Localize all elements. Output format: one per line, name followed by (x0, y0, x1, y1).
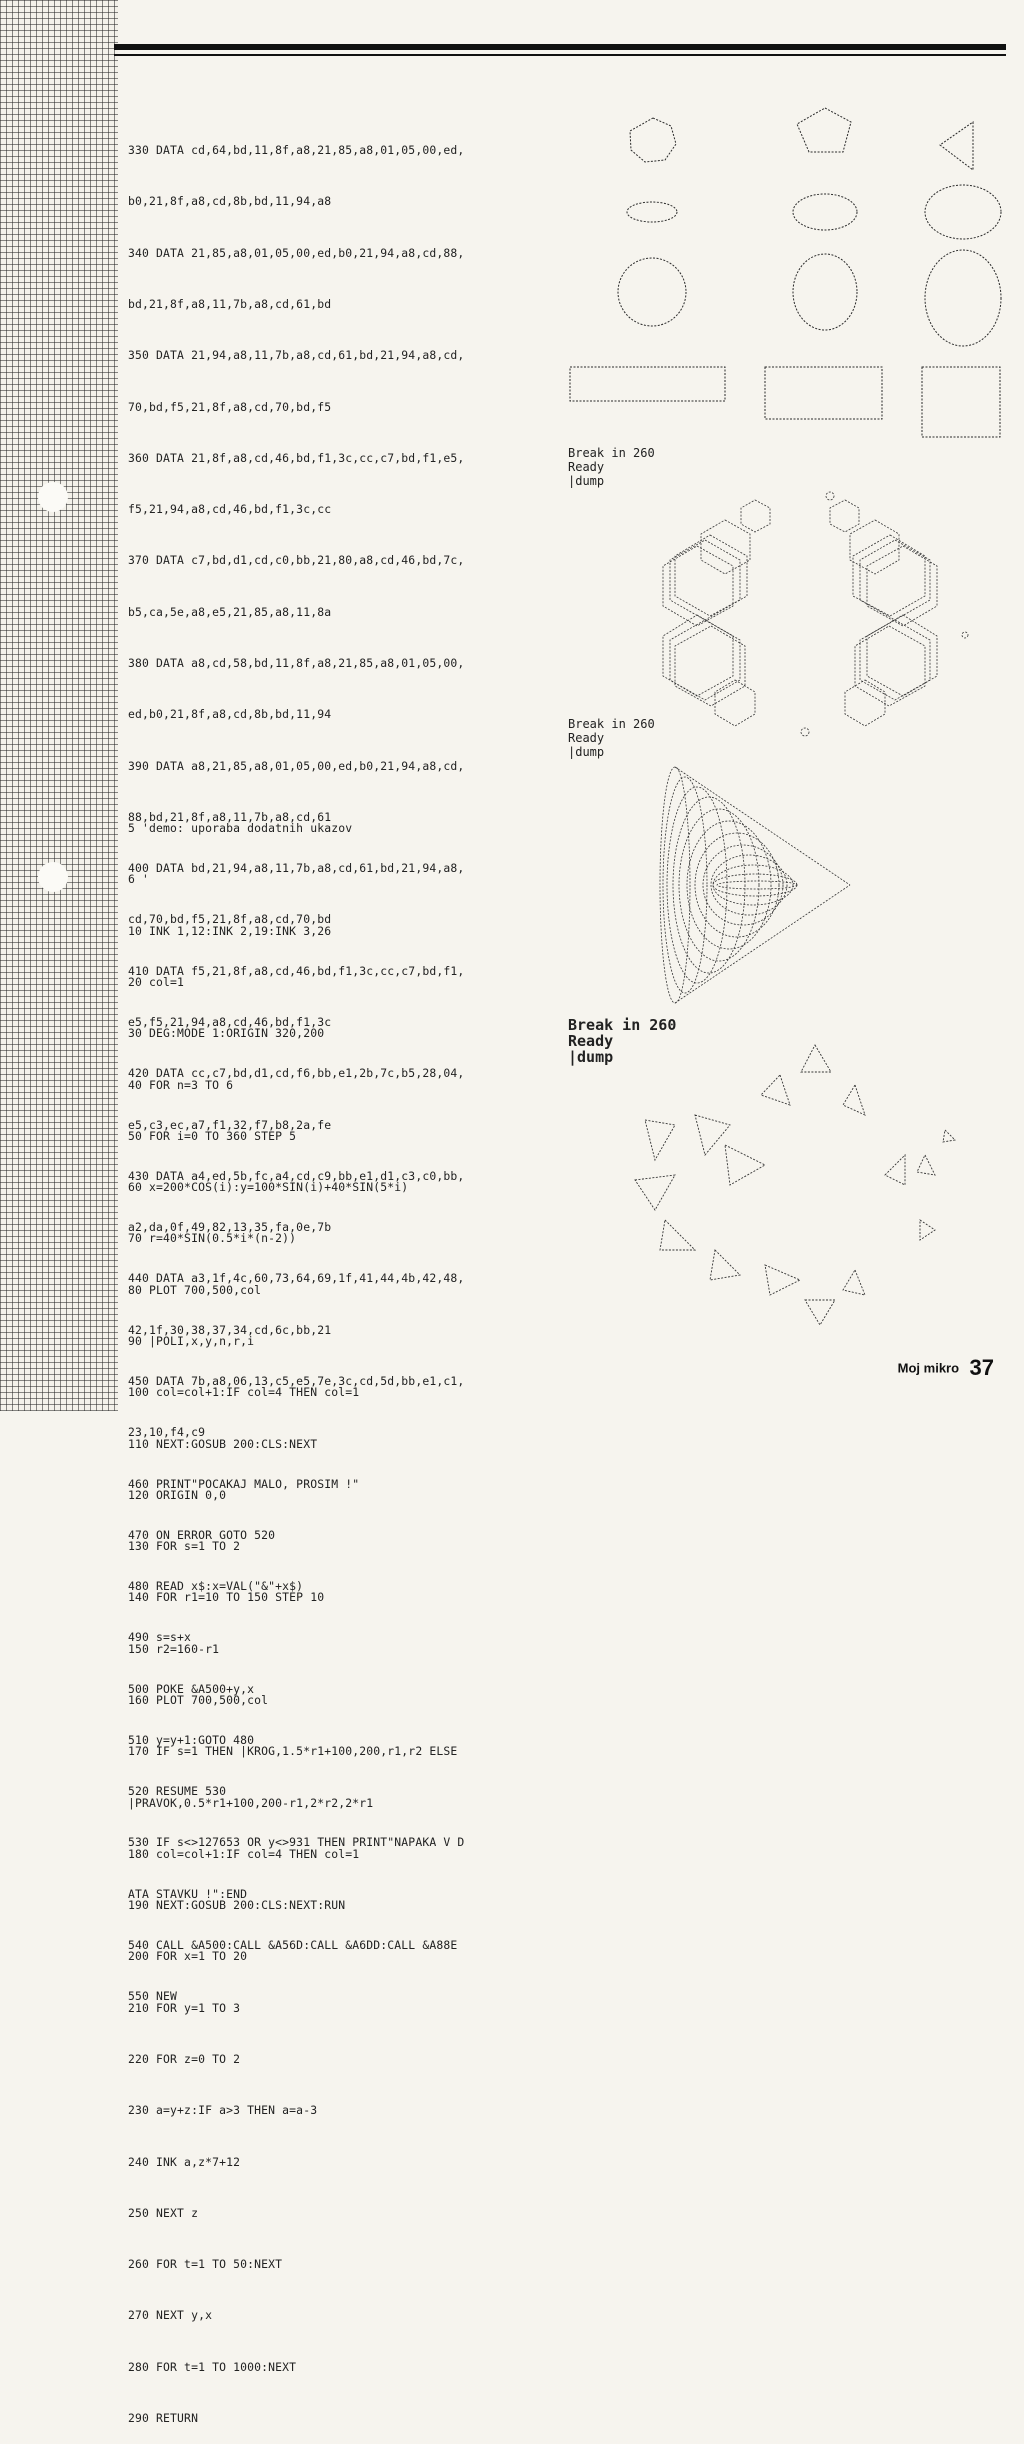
code-line: 260 FOR t=1 TO 50:NEXT (128, 2257, 283, 2272)
terminal-ready: Ready (568, 731, 605, 745)
ellipse-cone-pattern (660, 767, 850, 1003)
code-line: 100 col=col+1:IF col=4 THEN col=1 (128, 1385, 360, 1400)
code-line: bd,21,8f,a8,11,7b,a8,cd,61,bd (128, 297, 332, 312)
code-line: 150 r2=160-r1 (128, 1641, 220, 1656)
code-line: 70 r=40*SIN(0.5*i*(n-2)) (128, 1231, 297, 1246)
ellipse-outline (925, 185, 1001, 239)
code-line: 500 POKE &A500+y,x (128, 1681, 255, 1696)
code-line: 88,bd,21,8f,a8,11,7b,a8,cd,61 (128, 809, 332, 824)
code-line: 440 DATA a3,1f,4c,60,73,64,69,1f,41,44,4b,42,48, (128, 1271, 465, 1286)
basic-listing-demo (128, 786, 457, 2444)
rectangle-outline (570, 367, 725, 401)
code-line: e5,f5,21,94,a8,cd,46,bd,f1,3c (128, 1014, 332, 1029)
code-line: 330 DATA cd,64,bd,11,8f,a8,21,85,a8,01,05,00,ed, (128, 143, 465, 158)
code-line: 6 ' (128, 872, 150, 887)
code-line: 60 x=200*COS(i):y=100*SIN(i)+40*SIN(5*i) (128, 1180, 409, 1195)
code-line: 200 FOR x=1 TO 20 (128, 1949, 248, 1964)
code-line: 23,10,f4,c9 (128, 1425, 206, 1440)
pentagon-outline (797, 108, 851, 152)
polygon-pattern (663, 492, 968, 736)
code-line: 480 READ x$:x=VAL("&"+x$) (128, 1579, 304, 1594)
code-line: e5,c3,ec,a7,f1,32,f7,b8,2a,fe (128, 1117, 332, 1132)
code-line: f5,21,94,a8,cd,46,bd,f1,3c,cc (128, 502, 332, 517)
code-line: 370 DATA c7,bd,d1,cd,c0,bb,21,80,a8,cd,46,bd,7c, (128, 553, 465, 568)
rectangle-outline (922, 367, 1000, 437)
code-line: 290 RETURN (128, 2410, 199, 2425)
circle-outline (618, 258, 686, 326)
screen-dumps-panel (565, 100, 1005, 1350)
code-line: 140 FOR r1=10 TO 150 STEP 10 (128, 1590, 325, 1605)
punch-hole (38, 482, 68, 512)
code-line: 210 FOR y=1 TO 3 (128, 2000, 241, 2015)
code-line: 390 DATA a8,21,85,a8,01,05,00,ed,b0,21,94,a8,cd, (128, 758, 465, 773)
code-line: b0,21,8f,a8,cd,8b,bd,11,94,a8 (128, 194, 332, 209)
code-line: 10 INK 1,12:INK 2,19:INK 3,26 (128, 923, 332, 938)
terminal-break: Break in 260 (568, 1016, 677, 1034)
code-line: 520 RESUME 530 (128, 1784, 227, 1799)
code-line: 510 y=y+1:GOTO 480 (128, 1732, 255, 1747)
code-line: 120 ORIGIN 0,0 (128, 1487, 227, 1502)
header-rule-thin (114, 54, 1006, 56)
triangle-pattern (635, 1045, 955, 1325)
magazine-name: Moj mikro (897, 1360, 960, 1376)
code-line: a2,da,0f,49,82,13,35,fa,0e,7b (128, 1220, 332, 1235)
code-line: 270 NEXT y,x (128, 2308, 213, 2323)
terminal-ready: Ready (568, 460, 605, 474)
code-line: 340 DATA 21,85,a8,01,05,00,ed,b0,21,94,a8,cd,88, (128, 245, 465, 260)
code-line: 20 col=1 (128, 975, 185, 990)
code-line: 380 DATA a8,cd,58,bd,11,8f,a8,21,85,a8,01,05,00, (128, 656, 465, 670)
code-line: b5,ca,5e,a8,e5,21,85,a8,11,8a (128, 604, 332, 619)
code-line: 430 DATA a4,ed,5b,fc,a4,cd,c9,bb,e1,d1,c3,c0,bb, (128, 1168, 465, 1183)
terminal-break: Break in 260 (568, 446, 655, 460)
code-line: 550 NEW (128, 1989, 178, 2004)
code-line: 190 NEXT:GOSUB 200:CLS:NEXT:RUN (128, 1898, 346, 1913)
ellipse-outline (925, 250, 1001, 346)
code-line: 90 |POLI,x,y,n,r,i (128, 1334, 255, 1348)
code-line: 240 INK a,z*7+12 (128, 2154, 241, 2169)
code-line: 540 CALL &A500:CALL &A56D:CALL &A6DD:CALL &A88E (128, 1938, 458, 1953)
ellipse-outline (793, 194, 857, 230)
header-rule (114, 44, 1006, 50)
code-line: ed,b0,21,8f,a8,cd,8b,bd,11,94 (128, 707, 332, 722)
code-line: 110 NEXT:GOSUB 200:CLS:NEXT (128, 1436, 318, 1451)
code-line: 360 DATA 21,8f,a8,cd,46,bd,f1,3c,cc,c7,bd,f1,e5, (128, 450, 465, 465)
code-line: 5 'demo: uporaba dodatnih ukazov (128, 821, 353, 836)
code-line: 420 DATA cc,c7,bd,d1,cd,f6,bb,e1,2b,7c,b5,28,04, (128, 1066, 465, 1081)
code-line: 410 DATA f5,21,8f,a8,cd,46,bd,f1,3c,cc,c7,bd,f1, (128, 963, 465, 978)
code-line: cd,70,bd,f5,21,8f,a8,cd,70,bd (128, 912, 332, 927)
rectangle-outline (765, 367, 882, 419)
terminal-dump: |dump (568, 745, 605, 759)
code-line: 130 FOR s=1 TO 2 (128, 1539, 241, 1554)
code-line: 220 FOR z=0 TO 2 (128, 2051, 241, 2066)
code-line: 230 a=y+z:IF a>3 THEN a=a-3 (128, 2103, 318, 2118)
code-line: 450 DATA 7b,a8,06,13,c5,e5,7e,3c,cd,5d,bb,e1,c1, (128, 1373, 465, 1388)
code-line: 460 PRINT"POCAKAJ MALO, PROSIM !" (128, 1476, 360, 1491)
code-line: |PRAVOK,0.5*r1+100,200-r1,2*r2,2*r1 (128, 1795, 374, 1810)
triangle-outline (940, 122, 973, 170)
code-line: 70,bd,f5,21,8f,a8,cd,70,bd,f5 (128, 399, 332, 414)
graph-paper-margin (0, 0, 118, 1411)
code-line: 180 col=col+1:IF col=4 THEN col=1 (128, 1846, 360, 1861)
page-number: 37 (969, 1355, 994, 1380)
code-line: 30 DEG:MODE 1:ORIGIN 320,200 (128, 1026, 325, 1041)
code-line: 42,1f,30,38,37,34,cd,6c,bb,21 (128, 1322, 332, 1337)
page-footer (898, 1355, 994, 1381)
ellipse-outline (627, 202, 677, 222)
code-line: 530 IF s<>127653 OR y<>931 THEN PRINT"NAPAKA V D (128, 1835, 465, 1850)
code-line: 280 FOR t=1 TO 1000:NEXT (128, 2359, 297, 2374)
code-line: 40 FOR n=3 TO 6 (128, 1077, 234, 1092)
heptagon-outline (630, 118, 676, 162)
code-line: 170 IF s=1 THEN |KROG,1.5*r1+100,200,r1,r2 ELSE (128, 1744, 458, 1759)
code-line: 490 s=s+x (128, 1630, 192, 1645)
screen-dumps-svg (565, 100, 1005, 1350)
code-line: 160 PLOT 700,500,col (128, 1692, 269, 1707)
terminal-dump: |dump (568, 1048, 614, 1066)
punch-hole (38, 862, 68, 892)
code-line: ATA STAVKU !":END (128, 1886, 248, 1901)
code-line: 400 DATA bd,21,94,a8,11,7b,a8,cd,61,bd,21,94,a8, (128, 861, 465, 876)
terminal-break: Break in 260 (568, 717, 655, 731)
terminal-ready: Ready (568, 1032, 614, 1050)
ellipse-outline (793, 254, 857, 330)
code-line: 50 FOR i=0 TO 360 STEP 5 (128, 1128, 297, 1143)
code-line: 250 NEXT z (128, 2205, 199, 2220)
terminal-dump: |dump (568, 474, 605, 488)
code-line: 350 DATA 21,94,a8,11,7b,a8,cd,61,bd,21,94,a8,cd, (128, 348, 465, 363)
code-line: 470 ON ERROR GOTO 520 (128, 1527, 276, 1542)
code-line: 80 PLOT 700,500,col (128, 1282, 262, 1297)
